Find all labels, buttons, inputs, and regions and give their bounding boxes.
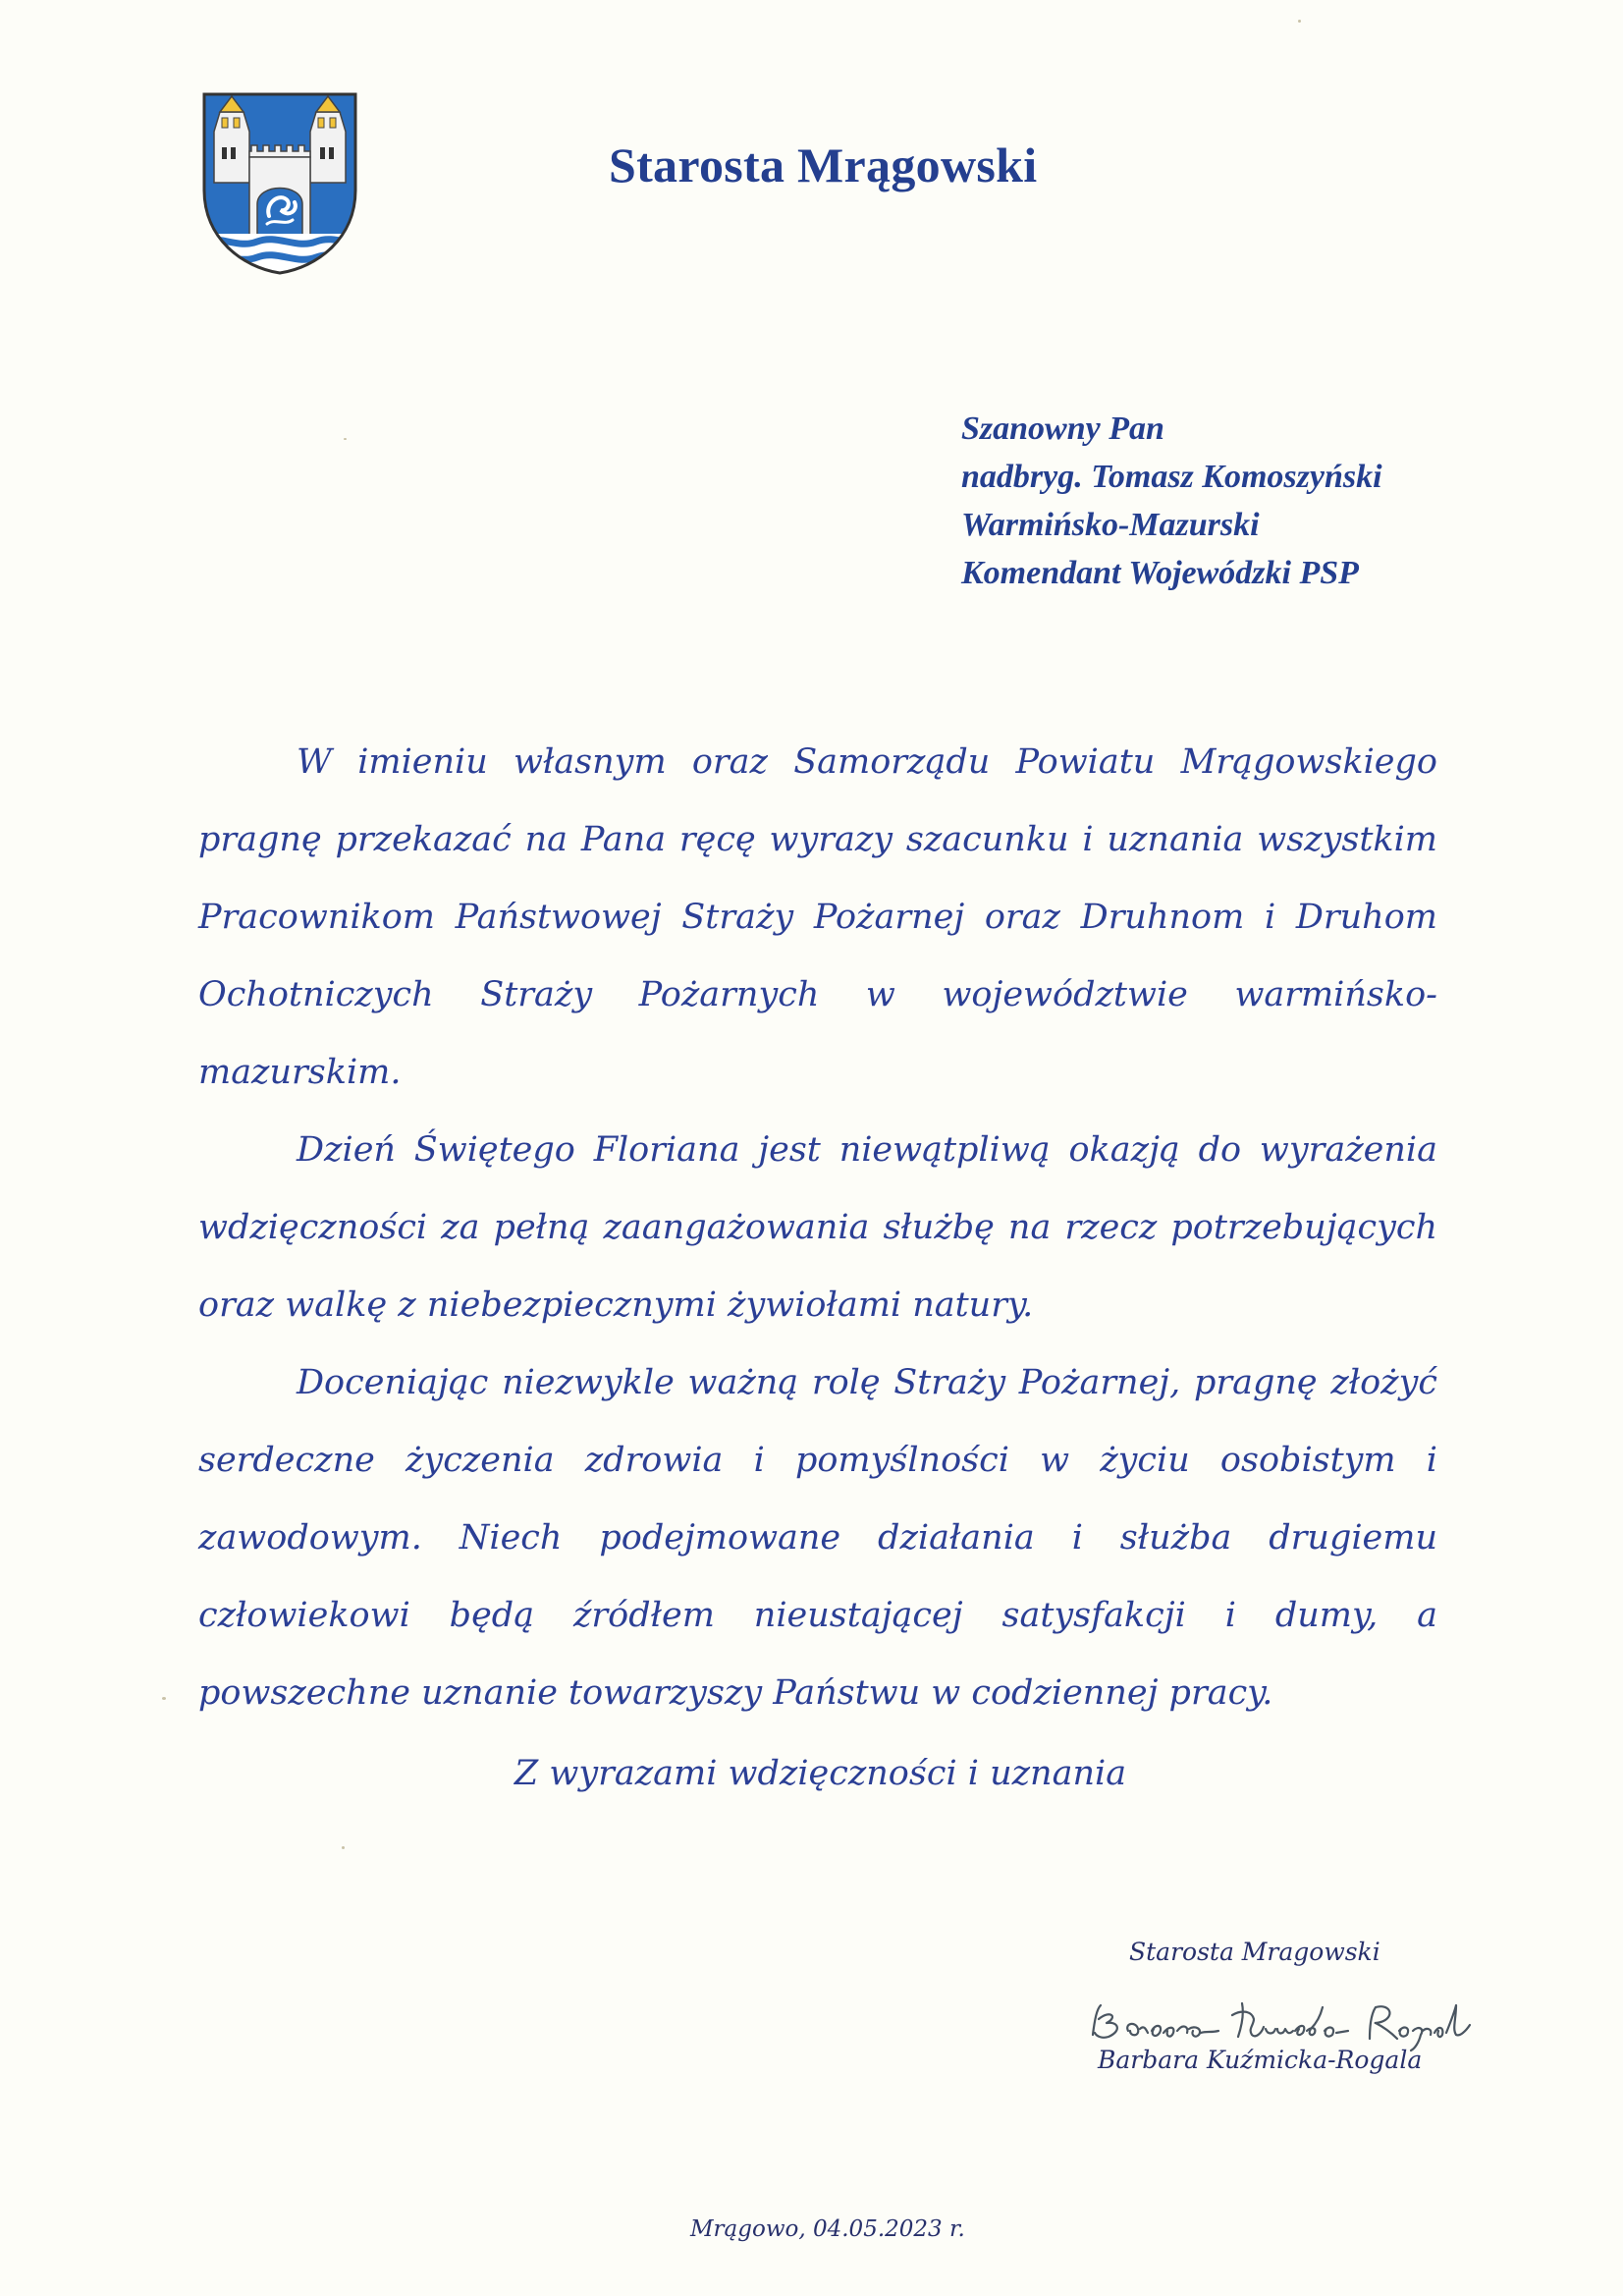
addressee-region: Warmińsko-Mazurski: [961, 507, 1260, 543]
paper-speck: [344, 438, 347, 440]
letter-body: [198, 724, 1437, 1732]
addressee-salutation: Szanowny Pan: [961, 410, 1164, 447]
paper-speck: [342, 1846, 345, 1849]
paper-speck: [1298, 20, 1301, 23]
signer-title: Starosta Mragowski: [1129, 1938, 1380, 1966]
closing-line: [0, 1744, 1623, 1803]
body-paragraph-3: Doceniając niezwykle ważną rolę Straży Pożarnej, pragnę złożyć serdeczne życzenia zdrowia i pomyślności w życiu osobistym i zawodowym. Niech podejmowane działania i służba drugiemu człowiekowi będą źródłem nieustającej satysfakcji i dumy, a powszechne uznanie towarzyszy Państwu w codziennej pracy.: [198, 1363, 1437, 1713]
paper-speck: [162, 1697, 166, 1700]
closing-text: Z wyrazami wdzięczności i uznania: [514, 1754, 1127, 1793]
body-paragraph-2: Dzień Świętego Floriana jest niewątpliwą okazją do wyrażenia wdzięczności za pełną zaangażowania służbę na rzecz potrzebujących oraz walkę z niebezpiecznymi żywiołami natury.: [198, 1130, 1437, 1325]
addressee-block: [961, 405, 1511, 597]
header-title: Starosta Mrągowski: [609, 137, 1038, 192]
signer-name: Barbara Kuźmicka-Rogala: [1098, 2046, 1423, 2074]
body-paragraph-1: W imieniu własnym oraz Samorządu Powiatu Mrągowskiego pragnę przekazać na Pana ręcę wyrazy szacunku i uznania wszystkim Pracownikom Państwowej Straży Pożarnej oraz Druhnom i Druhom Ochotniczych Straży Pożarnych w województwie warmińsko-mazurskim.: [198, 742, 1437, 1092]
addressee-name: nadbryg. Tomasz Komoszyński: [961, 459, 1382, 495]
coat-of-arms-icon: [198, 88, 361, 275]
place-date: Mrągowo, 04.05.2023 r.: [690, 2216, 965, 2242]
addressee-position: Komendant Wojewódzki PSP: [961, 555, 1359, 591]
